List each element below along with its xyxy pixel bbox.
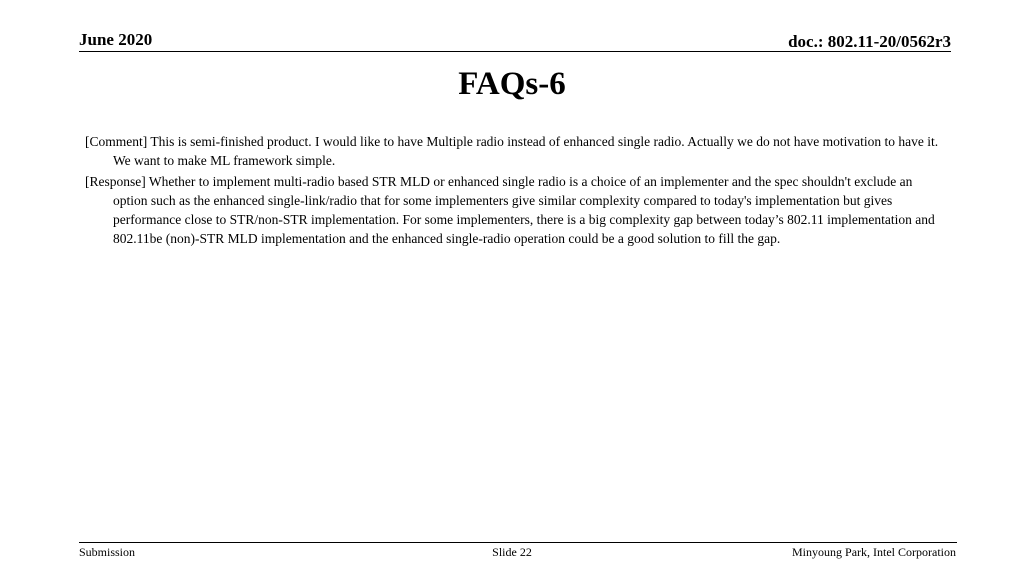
- comment-paragraph: [Comment] This is semi-finished product. I would like to have Multiple radio instead of enhanced single radio. Actually we do not have motivation to have it. We want to make ML framework simple.: [85, 134, 939, 168]
- response-paragraph: [Response] Whether to implement multi-radio based STR MLD or enhanced single radio is a choice of an implementer and the spec shouldn't exclude an option such as the enhanced single-link/radio that for some implementers give similar complexity compared to today's implementation but gives performance close to STR/non-STR implementation. For some implementers, there is a big complexity gap between today’s 802.11 implementation and 802.11be (non)-STR MLD implementation and the enhanced single-radio operation could be a good solution to fill the gap.: [85, 174, 935, 246]
- footer-submission: Submission: [79, 545, 136, 559]
- footer-divider: [79, 542, 957, 543]
- header-divider: [79, 51, 951, 52]
- header-date: June 2020: [79, 30, 153, 49]
- slide-body: [85, 132, 947, 250]
- slide-title: FAQs-6: [458, 66, 566, 102]
- header-doc-id: doc.: 802.11-20/0562r3: [788, 32, 951, 51]
- footer-author: Minyoung Park, Intel Corporation: [792, 545, 956, 559]
- footer-slide-number: Slide 22: [492, 545, 532, 559]
